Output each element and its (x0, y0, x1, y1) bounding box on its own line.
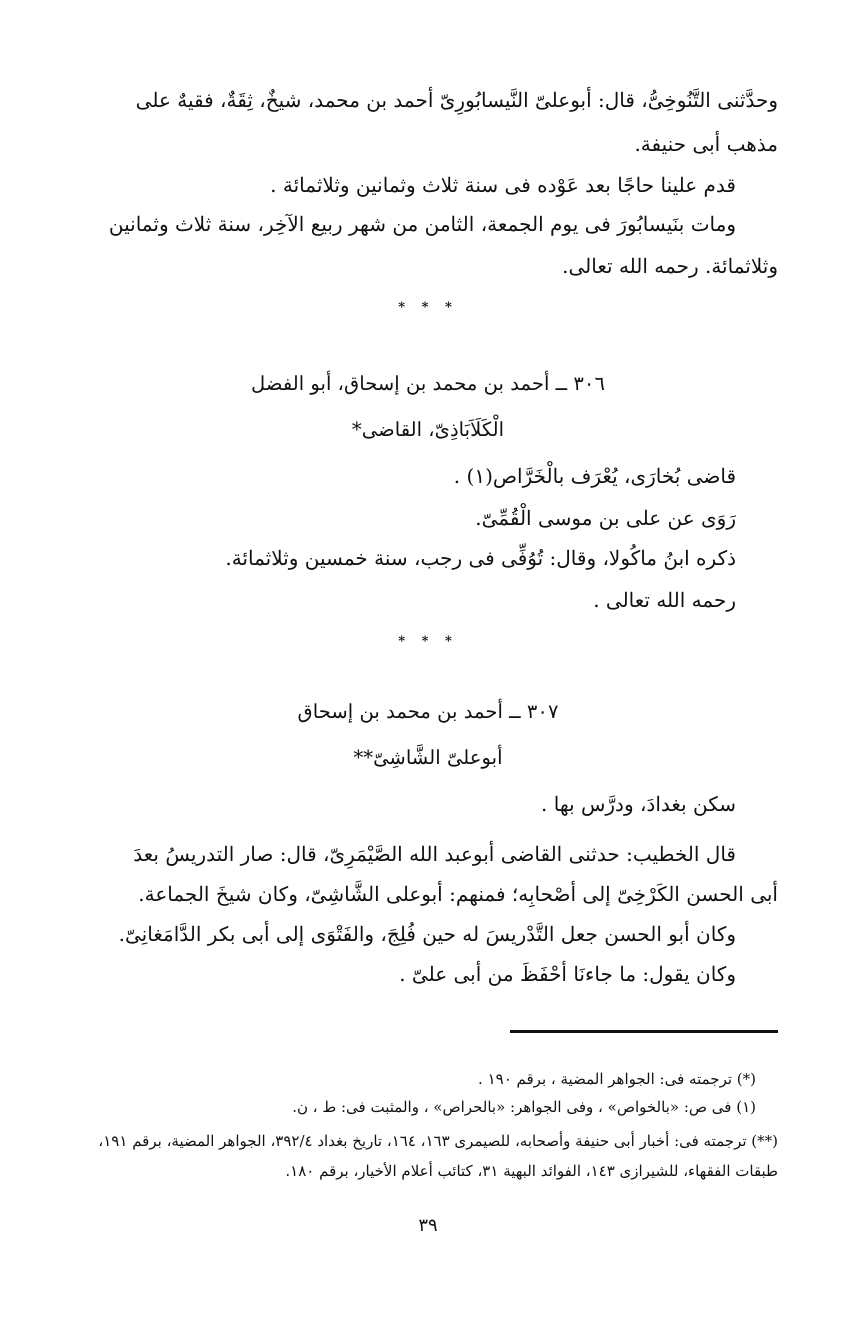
entry-title: الْكَلَاَبَاذِىّ، القاضى* (351, 418, 505, 441)
text-line: رحمه الله تعالى . (593, 588, 736, 612)
text-line: ومات بنَيسابُورَ فى يوم الجمعة، الثامن من شهر ربيع الآخِر، سنة ثلاث وثمانين (108, 212, 736, 236)
text-line: مذهب أبى حنيفة. (634, 132, 778, 156)
entry-title: ٣٠٦ ــ أحمد بن محمد بن إسحاق، أبو الفضل (250, 372, 605, 395)
entry-title: ٣٠٧ ــ أحمد بن محمد بن إسحاق (297, 700, 559, 723)
footnote-divider (510, 1030, 778, 1033)
footnote: (١) فى ص: «بالخواص» ، وفى الجواهر: «بالحراص» ، والمثبت فى: ط ، ن. (292, 1098, 756, 1116)
text-line: رَوَى عن على بن موسى الْقُمِّىّ. (475, 506, 736, 530)
page-number: ٣٩ (418, 1215, 438, 1236)
section-separator: * * * (398, 300, 458, 315)
section-separator: * * * (398, 634, 458, 649)
footnote: (**) ترجمته فى: أخبار أبى حنيفة وأصحابه، للصيمرى ١٦٣، ١٦٤، تاريخ بغداد ٣٩٢/٤، الجواهر المضية، برقم ١٩١، (98, 1132, 778, 1150)
text-line: سكن بغدادَ، ودرَّس بها . (541, 792, 736, 816)
text-line: ذكره ابنُ ماكُولا، وقال: تُوُفِّى فى رجب، سنة خمسين وثلاثمائة. (225, 546, 736, 570)
footnote: طبقات الفقهاء، للشيرازى ١٤٣، الفوائد البهية ٣١، كتائب أعلام الأخيار، برقم ١٨٠. (285, 1162, 778, 1180)
text-line: قدم علينا حاجًا بعد عَوْده فى سنة ثلاث وثمانين وثلاثمائة . (270, 173, 736, 197)
text-line: وكان يقول: ما جاءنَا أحْفَظَ من أبى علىّ . (399, 962, 736, 986)
text-line: قال الخطيب: حدثنى القاضى أبوعبد الله الصَّيْمَرِىّ، قال: صار التدريسُ بعدَ (133, 842, 736, 866)
entry-title: أبوعلىّ الشَّاشِىّ** (353, 746, 503, 769)
text-line: وكان أبو الحسن جعل التَّدْريسَ له حين فُلِجَ، والفَتْوَى إلى أبى بكر الدَّامَغانِىّ. (118, 922, 736, 946)
text-line: أبى الحسن الكَرْخِىّ إلى أصْحابِه؛ فمنهم: أبوعلى الشَّاشِىّ، وكان شيخَ الجماعة. (138, 882, 778, 906)
text-line: وثلاثمائة. رحمه الله تعالى. (562, 254, 778, 278)
text-line: قاضى بُخارَى، يُعْرَف بالْخَرَّاص(١) . (453, 464, 736, 488)
text-line: وحدَّثنى التَّنُوخِىُّ، قال: أبوعلىّ النَّيسابُورِىّ أحمد بن محمد، شيخٌ، ثِقَةٌ، فقيهٌ على (135, 88, 778, 112)
footnote: (*) ترجمته فى: الجواهر المضية ، برقم ١٩٠ . (478, 1070, 756, 1088)
